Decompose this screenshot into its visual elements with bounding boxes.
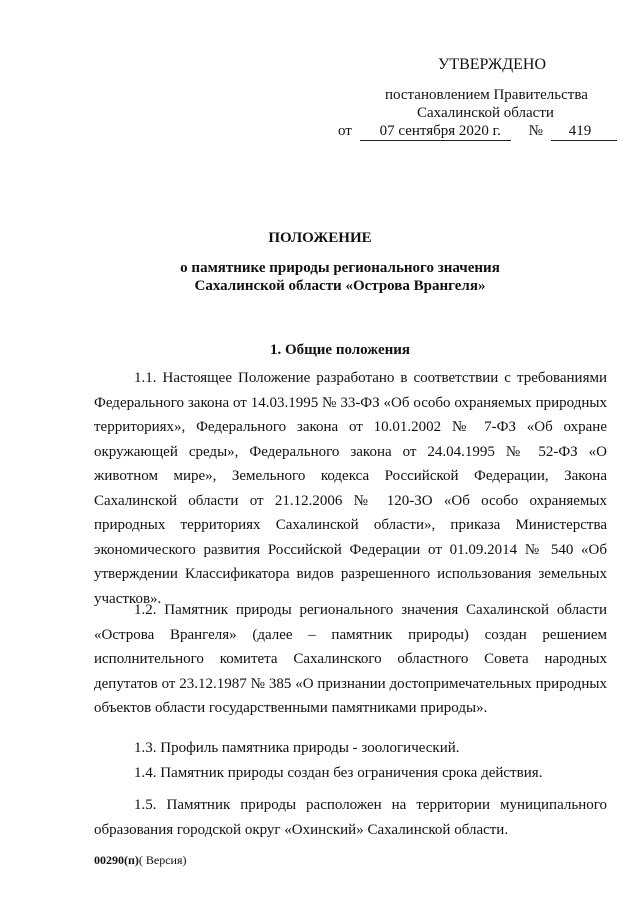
- approval-date-line: [338, 122, 617, 141]
- from-label: от: [338, 123, 352, 139]
- subtitle-line1: о памятнике природы регионального значения: [180, 260, 500, 276]
- number-label: №: [528, 123, 543, 139]
- approval-line1: постановлением Правительства: [385, 87, 588, 103]
- paragraph-1-1: 1.1. Настоящее Положение разработано в соответствии с требованиями Федерального закона от 14.03.1995 № 33-ФЗ «Об особо охраняемых природных территориях», Федерального закона от 10.01.2002 № 7-ФЗ «Об охране окружающей среды», Федерального закона от 24.04.1995 № 52-ФЗ «О животном мире», Земельного кодекса Российской Федерации, Закона Сахалинской области от 21.12.2006 № 120-ЗО «Об особо охраняемых природных территориях Сахалинской области», приказа Министерства экономического развития Российской Федерации от 01.09.2014 № 540 «Об утверждении Классификатора видов разрешенного использования земельных участков».: [94, 370, 607, 607]
- footer-version: ( Версия): [138, 853, 187, 867]
- paragraph-1-5: 1.5. Памятник природы расположен на территории муниципального образования городской округ «Охинский» Сахалинской области.: [94, 797, 607, 838]
- paragraph-1-3: 1.3. Профиль памятника природы - зоологический.: [134, 740, 460, 756]
- paragraph-1-2: 1.2. Памятник природы регионального значения Сахалинской области «Острова Врангеля» (далее – памятник природы) создан решением исполнительного комитета Сахалинского областного Совета народных депутатов от 23.12.1987 № 385 «О признании достопримечательных природных объектов области государственными памятниками природы».: [94, 602, 607, 716]
- footer-code: [94, 853, 187, 868]
- approval-title: УТВЕРЖДЕНО: [438, 56, 547, 73]
- footer-doc-code: 00290(п): [94, 853, 139, 867]
- approval-number: 419: [551, 122, 617, 141]
- document-subtitle: [40, 259, 640, 295]
- document-title: ПОЛОЖЕНИЕ: [268, 230, 372, 246]
- approval-date: 07 сентября 2020 г.: [360, 122, 511, 141]
- subtitle-line2: Сахалинской области «Острова Врангеля»: [194, 278, 486, 294]
- paragraph-1-4: 1.4. Памятник природы создан без ограничения срока действия.: [134, 765, 543, 781]
- approval-line2: Сахалинской области: [417, 105, 554, 121]
- section-heading: 1. Общие положения: [269, 342, 411, 358]
